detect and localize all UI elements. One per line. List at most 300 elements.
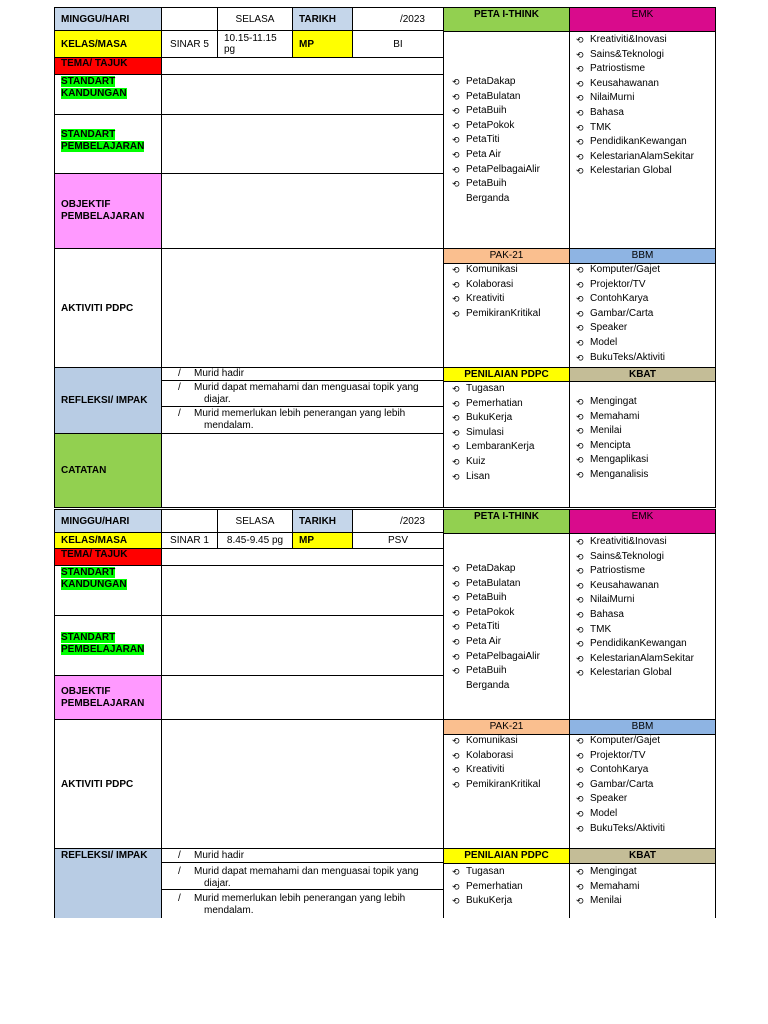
checkbox-icon[interactable]: ⟲ [452, 427, 460, 438]
checkbox-icon[interactable]: ⟲ [576, 609, 584, 620]
checklist-item-label: Kreativiti [466, 293, 505, 305]
checkbox-icon[interactable]: ⟲ [452, 881, 460, 892]
checkbox-icon[interactable]: ⟲ [576, 122, 584, 133]
checklist-item[interactable] [452, 411, 567, 426]
checkbox-icon[interactable]: ⟲ [576, 653, 584, 664]
checklist-item[interactable] [452, 577, 567, 592]
checkbox-icon[interactable]: ⟲ [452, 779, 460, 790]
checklist-item[interactable] [576, 579, 714, 594]
checklist-item[interactable] [576, 778, 714, 793]
checklist-item-label: PetaBuih [466, 665, 507, 677]
checklist-item-label: Speaker [590, 793, 628, 805]
checkbox-icon[interactable]: ⟲ [452, 578, 460, 589]
checklist-item[interactable] [576, 307, 714, 322]
mp-text: PSV [387, 535, 408, 546]
checklist-item-label: PetaBuih [466, 105, 507, 117]
checklist-item[interactable] [576, 535, 714, 550]
penilaian-list [452, 865, 567, 909]
checklist-item[interactable] [576, 763, 714, 778]
emk-header [569, 509, 716, 534]
checklist-item-label: Berganda [466, 192, 510, 204]
checklist-item-label: Komunikasi [466, 264, 518, 275]
checkbox-icon[interactable]: ⟲ [452, 651, 460, 662]
checklist-item[interactable] [452, 763, 567, 778]
checkbox-icon[interactable]: ⟲ [576, 455, 584, 466]
checkbox-icon[interactable]: ⟲ [576, 294, 584, 305]
checkbox-icon[interactable]: ⟲ [452, 413, 460, 424]
checklist-item[interactable] [452, 278, 567, 293]
hari-text: SELASA [235, 13, 275, 25]
objektif-label-1: OBJEKTIF [61, 685, 111, 697]
checklist-item[interactable] [452, 307, 567, 322]
minggu-label-text: MINGGU/HARI [61, 515, 130, 527]
mp-value[interactable] [352, 30, 444, 58]
hadir-text: Murid hadir [194, 850, 245, 861]
checklist-item[interactable] [452, 470, 567, 485]
checklist-item-label: Peta Air [466, 635, 502, 647]
checklist-item-label: TMK [590, 623, 612, 635]
catatan-value[interactable] [161, 433, 444, 508]
checklist-item[interactable] [452, 455, 567, 470]
checklist-item-label: BukuTeks/Aktiviti [590, 351, 666, 363]
checklist-item-label: PetaPelbagaiAlir [466, 163, 540, 175]
checkbox-icon[interactable]: ⟲ [576, 35, 584, 45]
masa-text-1: 10.15-11.15 [224, 33, 277, 44]
checklist-item[interactable] [576, 62, 714, 77]
checklist-item[interactable] [576, 894, 714, 909]
checklist-item-label: Mengingat [590, 396, 637, 407]
checklist-item[interactable] [576, 439, 714, 454]
checklist-item[interactable] [576, 91, 714, 106]
checklist-item-label: Komunikasi [466, 735, 518, 746]
checklist-item-label: Komputer/Gajet [590, 735, 661, 746]
checkbox-icon[interactable]: ⟲ [452, 164, 460, 175]
catatan-label-text: CATATAN [61, 465, 107, 476]
objektif-value[interactable] [161, 675, 444, 720]
checkbox-icon[interactable]: ⟲ [452, 106, 460, 117]
checklist-item[interactable] [576, 865, 714, 880]
minggu-value[interactable] [161, 509, 218, 533]
checklist-item[interactable] [452, 664, 567, 679]
mp-value[interactable] [352, 532, 444, 549]
checklist-item-label: Peta Air [466, 148, 502, 160]
checkbox-icon[interactable]: ⟲ [452, 867, 460, 877]
checklist-item[interactable] [452, 119, 567, 134]
slash-mark: / [178, 850, 181, 861]
checklist-item[interactable] [576, 410, 714, 425]
tarikh-text: /2023 [399, 13, 425, 25]
checkbox-icon[interactable]: ⟲ [576, 49, 584, 60]
checkbox-icon[interactable]: ⟲ [452, 77, 460, 87]
tema-value[interactable] [161, 57, 444, 75]
checklist-item[interactable] [576, 666, 714, 681]
sk-label [54, 565, 162, 616]
checklist-item[interactable] [576, 77, 714, 92]
penilaian-header-text: PENILAIAN PDPC [464, 369, 549, 380]
checkbox-icon[interactable]: ⟲ [576, 881, 584, 892]
objektif-label-2: PEMBELAJARAN [61, 697, 145, 709]
hadir-text: Murid hadir [194, 368, 245, 379]
checkbox-icon[interactable]: ⟲ [576, 668, 584, 679]
checklist-item[interactable] [576, 792, 714, 807]
pak-list [452, 734, 567, 792]
checklist-item[interactable] [452, 606, 567, 621]
checkbox-icon[interactable]: ⟲ [452, 442, 460, 453]
checkbox-icon[interactable]: ⟲ [452, 471, 460, 482]
faham-text-2: diajar. [204, 394, 231, 405]
mp-label [292, 532, 353, 549]
checklist-item-label: Kuiz [466, 455, 486, 467]
checkbox-icon[interactable]: ⟲ [576, 779, 584, 790]
tema-label [54, 57, 162, 75]
checklist-item[interactable] [576, 150, 714, 165]
checklist-item[interactable] [452, 263, 567, 278]
checkbox-icon[interactable]: ⟲ [576, 411, 584, 422]
checklist-item-label: TMK [590, 121, 612, 133]
checkbox-icon[interactable]: ⟲ [576, 107, 584, 118]
checkbox-icon[interactable]: ⟲ [452, 564, 460, 574]
refleksi-faham[interactable] [161, 380, 444, 407]
checklist-item-label: Komputer/Gajet [590, 264, 661, 275]
bbm-header [569, 719, 716, 735]
tarikh-value[interactable] [352, 7, 444, 31]
tarikh-value[interactable] [352, 509, 444, 533]
tarikh-label [292, 509, 353, 533]
checklist-item[interactable] [452, 75, 567, 90]
checklist-item[interactable] [576, 564, 714, 579]
checkbox-icon[interactable]: ⟲ [576, 78, 584, 89]
aktiviti-value[interactable] [161, 248, 444, 368]
checkbox-icon[interactable]: ⟲ [452, 279, 460, 290]
sp-label-1: STANDART [61, 632, 116, 643]
checklist-item[interactable] [576, 106, 714, 121]
faham-text-2: diajar. [204, 878, 231, 889]
bbm-list [576, 734, 714, 836]
kelas-label [54, 30, 162, 58]
checklist-item[interactable] [576, 292, 714, 307]
checklist-item[interactable] [452, 148, 567, 163]
checklist-item-label: Kreativiti&Inovasi [590, 34, 667, 45]
bbm-header [569, 248, 716, 264]
checkbox-icon[interactable]: ⟲ [452, 750, 460, 761]
checkbox-icon[interactable]: ⟲ [452, 607, 460, 618]
checkbox-icon[interactable]: ⟲ [576, 166, 584, 177]
checkbox-icon[interactable]: ⟲ [452, 666, 460, 677]
checkbox-icon[interactable]: ⟲ [576, 323, 584, 334]
pak-header-text: PAK-21 [489, 721, 524, 732]
checkbox-icon[interactable]: ⟲ [576, 265, 584, 275]
slash-mark: / [178, 382, 181, 393]
checklist-item[interactable] [576, 263, 714, 278]
checklist-item[interactable] [452, 650, 567, 665]
lebih-text-2: mendalam. [204, 905, 254, 916]
kbat-list [576, 865, 714, 909]
checkbox-icon[interactable]: ⟲ [452, 294, 460, 305]
aktiviti-label-text: AKTIVITI PDPC [61, 778, 134, 790]
checklist-item[interactable] [576, 749, 714, 764]
sp-value[interactable] [161, 615, 444, 676]
checkbox-icon[interactable]: ⟲ [576, 308, 584, 319]
checklist-item[interactable] [452, 620, 567, 635]
checklist-item-label: Tugasan [466, 866, 505, 877]
tarikh-label-text: TARIKH [299, 515, 337, 527]
checklist-item-label: Kreativiti [466, 764, 505, 776]
penilaian-list [452, 382, 567, 484]
checkbox-icon[interactable]: ⟲ [452, 765, 460, 776]
checkbox-icon[interactable]: ⟲ [576, 624, 584, 635]
sp-value[interactable] [161, 114, 444, 174]
checkbox-icon[interactable]: ⟲ [576, 750, 584, 761]
checklist-item[interactable] [452, 865, 567, 880]
aktiviti-value[interactable] [161, 719, 444, 849]
checklist-item[interactable] [576, 336, 714, 351]
objektif-label-1: OBJEKTIF [61, 199, 111, 210]
objektif-label [54, 675, 162, 720]
checklist-item-label: Speaker [590, 322, 628, 334]
checkbox-icon[interactable]: ⟲ [576, 823, 584, 834]
checklist-item[interactable] [452, 778, 567, 793]
tema-value[interactable] [161, 548, 444, 566]
checklist-item-label: KelestarianAlamSekitar [590, 652, 694, 664]
checklist-item-label: Sains&Teknologi [590, 48, 664, 60]
checkbox-icon[interactable]: ⟲ [576, 397, 584, 407]
kelas-label-text: KELAS/MASA [61, 38, 128, 50]
checklist-item[interactable] [576, 550, 714, 565]
checkbox-icon[interactable]: ⟲ [576, 337, 584, 348]
hari-value [217, 509, 293, 533]
checklist-item[interactable] [576, 822, 714, 837]
checklist-item[interactable] [576, 164, 714, 179]
checkbox-icon[interactable]: ⟲ [452, 91, 460, 102]
hari-value [217, 7, 293, 31]
checklist-item[interactable] [576, 395, 714, 410]
checklist-item-label: Projektor/TV [590, 749, 646, 761]
checklist-item-label: PetaPokok [466, 606, 515, 618]
masa-text: 8.45-9.45 pg [226, 535, 284, 546]
checklist-item-label: PetaTiti [466, 134, 500, 146]
checklist-item-label: Model [590, 807, 618, 819]
checklist-item[interactable] [576, 652, 714, 667]
checklist-item-label: Mengaplikasi [590, 454, 649, 466]
sk-label-1: STANDART [61, 567, 116, 578]
checkbox-icon[interactable]: ⟲ [576, 469, 584, 480]
checklist-item[interactable] [576, 453, 714, 468]
checkbox-icon[interactable]: ⟲ [576, 551, 584, 562]
checklist-item-label: NilaiMurni [590, 92, 635, 104]
sk-value[interactable] [161, 565, 444, 616]
kelas-value[interactable] [161, 30, 218, 58]
checklist-item[interactable] [452, 591, 567, 606]
checkbox-icon[interactable]: ⟲ [576, 867, 584, 877]
checklist-item[interactable] [452, 397, 567, 412]
checklist-item[interactable] [452, 562, 567, 577]
checklist-item[interactable] [576, 623, 714, 638]
checkbox-icon[interactable]: ⟲ [452, 398, 460, 409]
checklist-item[interactable] [452, 382, 567, 397]
checklist-item-label: Pemerhatian [466, 880, 523, 892]
lebih-text-2: mendalam. [204, 420, 254, 431]
mp-label-text: MP [299, 38, 314, 50]
checklist-item-label: Mencipta [590, 439, 631, 451]
checkbox-icon[interactable]: ⟲ [576, 639, 584, 650]
checkbox-icon[interactable]: ⟲ [576, 808, 584, 819]
checklist-item-label: PendidikanKewangan [590, 136, 687, 148]
checkbox-icon[interactable]: ⟲ [452, 622, 460, 633]
aktiviti-label [54, 248, 162, 368]
checkbox-icon[interactable]: ⟲ [576, 896, 584, 907]
checklist-item-label: Patriostisme [590, 565, 646, 577]
checklist-item-label: Kolaborasi [466, 278, 514, 290]
checkbox-icon[interactable]: ⟲ [576, 537, 584, 547]
checklist-item[interactable] [576, 593, 714, 608]
checkbox-icon[interactable]: ⟲ [452, 736, 460, 746]
emk-list [576, 33, 714, 179]
checklist-item-label: PemikiranKritikal [466, 307, 541, 319]
checkbox-icon[interactable]: ⟲ [452, 896, 460, 907]
bbm-header-text: BBM [631, 250, 654, 261]
checklist-item[interactable] [576, 880, 714, 895]
checkbox-icon[interactable]: ⟲ [576, 64, 584, 75]
emk-header-text: EMK [631, 511, 654, 522]
checklist-item-label: Kelestarian Global [590, 165, 672, 177]
tema-label-text: TEMA/ TAJUK [61, 549, 128, 560]
catatan-label [54, 433, 162, 508]
minggu-value[interactable] [161, 7, 218, 31]
checkbox-icon[interactable]: ⟲ [576, 426, 584, 437]
checklist-item[interactable] [452, 880, 567, 895]
checklist-item[interactable] [452, 734, 567, 749]
checklist-item[interactable] [452, 749, 567, 764]
checklist-item[interactable] [576, 637, 714, 652]
checkbox-icon[interactable]: ⟲ [576, 794, 584, 805]
sk-value[interactable] [161, 74, 444, 115]
objektif-label [54, 173, 162, 249]
checkbox-icon[interactable]: ⟲ [576, 580, 584, 591]
objektif-label-2: PEMBELAJARAN [61, 211, 145, 222]
refleksi-lebih[interactable] [161, 889, 444, 918]
checklist-item[interactable] [452, 90, 567, 105]
refleksi-lebih[interactable] [161, 406, 444, 434]
checklist-item[interactable] [576, 135, 714, 150]
sk-label-2: KANDUNGAN [61, 88, 127, 99]
checkbox-icon[interactable]: ⟲ [576, 765, 584, 776]
checkbox-icon[interactable]: ⟲ [452, 265, 460, 275]
checklist-item-label: KelestarianAlamSekitar [590, 150, 694, 162]
checklist-item-label: Bahasa [590, 608, 624, 620]
slash-mark: / [178, 368, 181, 379]
checkbox-icon[interactable]: ⟲ [576, 137, 584, 148]
lebih-text: Murid memerlukan lebih penerangan yang lebih [194, 408, 406, 419]
checklist-item-label: Lisan [466, 470, 490, 482]
bbm-header-text: BBM [631, 721, 654, 732]
checkbox-icon[interactable]: ⟲ [576, 93, 584, 104]
penilaian-header [443, 848, 570, 864]
checklist-item[interactable] [452, 104, 567, 119]
checkbox-icon[interactable]: ⟲ [452, 120, 460, 131]
checklist-item[interactable] [576, 608, 714, 623]
checklist-item[interactable] [452, 635, 567, 650]
checklist-item-label: NilaiMurni [590, 594, 635, 606]
checklist-item-label: Bahasa [590, 106, 624, 118]
checklist-item[interactable] [452, 440, 567, 455]
faham-text: Murid dapat memahami dan menguasai topik yang [194, 382, 419, 393]
checklist-item-label: Memahami [590, 410, 640, 422]
checklist-item[interactable] [452, 177, 567, 192]
objektif-value[interactable] [161, 173, 444, 249]
checkbox-icon[interactable]: ⟲ [452, 456, 460, 467]
refleksi-faham[interactable] [161, 862, 444, 890]
checkbox-icon[interactable]: ⟲ [576, 151, 584, 162]
checklist-item[interactable] [452, 163, 567, 178]
mp-text: BI [393, 38, 403, 50]
checklist-item[interactable] [576, 48, 714, 63]
masa-value[interactable] [217, 30, 293, 58]
refleksi-label-text: REFLEKSI/ IMPAK [61, 395, 148, 406]
checklist-item[interactable] [452, 426, 567, 441]
checkbox-icon[interactable]: ⟲ [452, 384, 460, 394]
checkbox-icon[interactable]: ⟲ [576, 352, 584, 363]
refleksi-label [54, 848, 162, 918]
kbat-header-text: KBAT [628, 369, 657, 380]
checklist-item-label: PetaBulatan [466, 90, 521, 102]
masa-value[interactable] [217, 532, 293, 549]
checklist-item[interactable] [452, 894, 567, 909]
checklist-item-label: Keusahawanan [590, 579, 659, 591]
tarikh-text: /2023 [399, 515, 425, 527]
checklist-item-label: Kelestarian Global [590, 667, 672, 679]
sk-label [54, 74, 162, 115]
checklist-item-label: Keusahawanan [590, 77, 659, 89]
checklist-item[interactable] [576, 351, 714, 366]
checkbox-icon[interactable]: ⟲ [452, 135, 460, 146]
peta-header [443, 7, 570, 32]
minggu-label-text: MINGGU/HARI [61, 13, 130, 25]
checkbox-icon[interactable]: ⟲ [452, 308, 460, 319]
checklist-item[interactable] [576, 278, 714, 293]
peta-list [452, 562, 567, 693]
checkbox-icon[interactable]: ⟲ [576, 279, 584, 290]
checklist-item[interactable] [452, 292, 567, 307]
checklist-item[interactable] [576, 468, 714, 483]
refleksi-hadir[interactable] [161, 367, 444, 381]
checklist-item[interactable] [576, 121, 714, 136]
checkbox-icon[interactable]: ⟲ [452, 593, 460, 604]
checklist-item[interactable] [576, 33, 714, 48]
checklist-item[interactable] [576, 807, 714, 822]
checkbox-icon[interactable]: ⟲ [576, 595, 584, 606]
checkbox-icon[interactable]: ⟲ [576, 736, 584, 746]
checkbox-icon[interactable]: ⟲ [576, 566, 584, 577]
checklist-item-label: Projektor/TV [590, 278, 646, 290]
checklist-item-label: Gambar/Carta [590, 778, 654, 790]
lebih-text: Murid memerlukan lebih penerangan yang lebih [194, 893, 406, 904]
checklist-item[interactable] [576, 424, 714, 439]
checklist-item[interactable] [452, 133, 567, 148]
checkbox-icon[interactable]: ⟲ [452, 636, 460, 647]
checklist-item-label: Mengingat [590, 866, 637, 877]
kelas-value[interactable] [161, 532, 218, 549]
pak-list [452, 263, 567, 321]
kelas-text: SINAR 1 [170, 535, 209, 546]
kbat-header [569, 848, 716, 864]
checkbox-icon[interactable]: ⟲ [452, 149, 460, 160]
refleksi-label [54, 367, 162, 434]
checklist-item[interactable] [576, 734, 714, 749]
refleksi-hadir[interactable] [161, 848, 444, 863]
checkbox-icon[interactable]: ⟲ [576, 440, 584, 451]
checkbox-icon[interactable]: ⟲ [452, 179, 460, 190]
checklist-item[interactable] [576, 321, 714, 336]
